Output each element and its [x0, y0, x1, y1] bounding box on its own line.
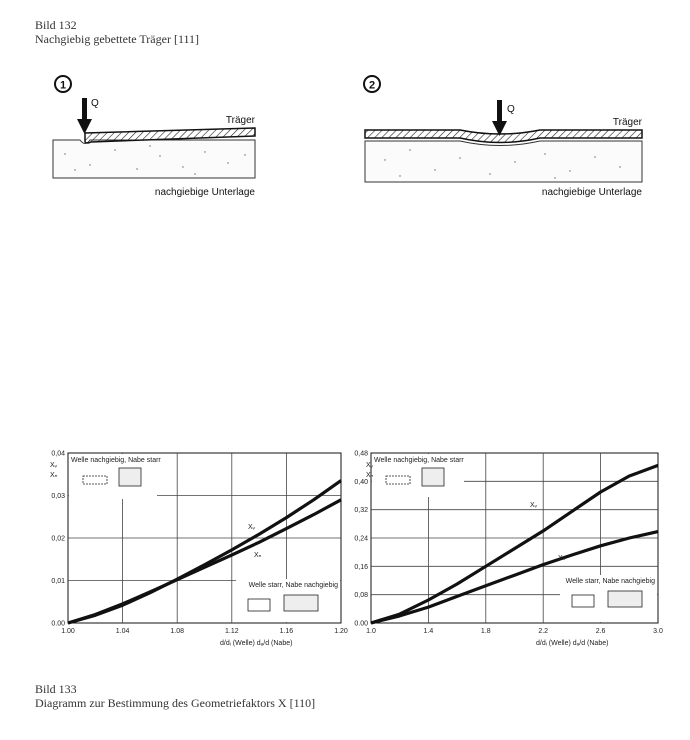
beam-label-1: Träger: [225, 115, 255, 126]
load-label-2: Q: [507, 104, 515, 115]
y-tick-label: 0,02: [51, 535, 65, 543]
series-label-xw: Xᵥ: [530, 502, 537, 509]
beam-diagram-2: [350, 70, 650, 210]
x-tick-label: 1.20: [334, 628, 348, 635]
x-tick-label: 1.8: [480, 628, 491, 635]
x-tick-label: 1.0: [366, 628, 376, 635]
annotation-welle-starr: Welle starr, Nabe nachgiebig: [248, 582, 338, 589]
x-tick-label: 2.6: [595, 628, 606, 635]
y-axis-label-top: Xᵥ: [366, 462, 373, 469]
y-tick-label: 0,32: [354, 507, 368, 515]
series-label-xw: Xᵥ: [248, 524, 255, 531]
x-tick-label: 1.04: [115, 628, 130, 635]
figure-133-caption: Diagramm zur Bestimmung des Geometriefaktors X [110]: [35, 696, 316, 710]
beam-diagram-1: [35, 70, 295, 210]
chart-left: [40, 445, 348, 665]
chart-right: [350, 445, 663, 665]
y-tick-label: 0,04: [51, 450, 65, 458]
x-tick-label: 1.16: [279, 628, 294, 635]
y-tick-label: 0,08: [354, 592, 368, 600]
x-axis-label: d/dᵢ (Welle) dₐ/d (Nabe): [220, 640, 293, 647]
y-tick-label: 0,03: [51, 493, 65, 500]
annotation-welle-nachgiebig: Welle nachgiebig, Nabe starr: [71, 457, 161, 464]
panel-marker-1: [55, 76, 71, 92]
load-arrow-1: [77, 98, 92, 134]
inset-hub-icon: [119, 468, 141, 486]
y-tick-label: 0,48: [354, 450, 368, 458]
x-axis-label: d/dᵢ (Welle) dₐ/d (Nabe): [536, 640, 609, 647]
x-tick-label: 1.00: [61, 628, 75, 635]
series-label-xn: Xₙ: [254, 552, 262, 559]
load-arrow-2: [492, 100, 507, 136]
y-axis-label-bottom: Xₙ: [50, 472, 58, 479]
soil-layer-2: [365, 141, 642, 182]
x-tick-label: 1.12: [224, 628, 239, 635]
y-tick-label: 0,24: [354, 535, 368, 543]
inset-hub-icon-2: [608, 591, 642, 607]
beam-label-2: Träger: [612, 117, 642, 128]
y-tick-label: 0.00: [51, 620, 65, 628]
figure-132-caption: Nachgiebig gebettete Träger [111]: [35, 32, 200, 46]
y-axis-label-bottom: Xₙ: [366, 472, 374, 479]
figure-132-number: Bild 132: [35, 18, 77, 32]
x-tick-label: 1.08: [170, 628, 185, 635]
figure-133-number: Bild 133: [35, 682, 77, 696]
base-label-1: nachgiebige Unterlage: [154, 187, 255, 198]
soil-layer-1: [53, 140, 255, 178]
y-tick-label: 0,01: [51, 578, 65, 585]
panel-marker-2: [364, 76, 380, 92]
y-tick-label: 0,16: [354, 563, 368, 571]
inset-hub-icon: [422, 468, 444, 486]
y-tick-label: 0.00: [354, 620, 368, 628]
y-axis-label-top: Xᵥ: [50, 462, 57, 469]
y-tick-label: 0,40: [354, 478, 368, 486]
x-tick-label: 1.4: [423, 628, 434, 635]
annotation-welle-starr: Welle starr, Nabe nachgiebig: [565, 578, 655, 585]
load-label-1: Q: [91, 98, 99, 109]
x-tick-label: 2.2: [538, 628, 549, 635]
x-tick-label: 3.0: [653, 628, 663, 635]
inset-hub-icon-2: [284, 595, 318, 611]
base-label-2: nachgiebige Unterlage: [541, 187, 642, 198]
panel-marker-2-text: 2: [368, 79, 376, 92]
series-label-xn: Xₙ: [558, 555, 566, 562]
panel-marker-1-text: 1: [59, 79, 67, 92]
annotation-welle-nachgiebig: Welle nachgiebig, Nabe starr: [374, 457, 464, 464]
